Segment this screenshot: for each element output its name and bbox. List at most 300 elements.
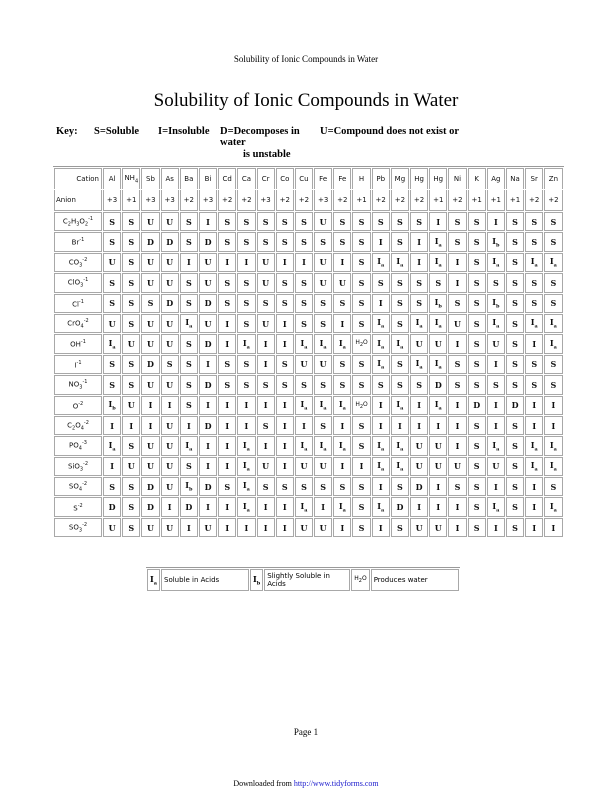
table-row (54, 375, 563, 394)
solubility-cell: S (391, 273, 409, 292)
cation-symbol: Cu (295, 168, 313, 189)
key-unstable: U=Compound does not exist or (320, 126, 459, 137)
solubility-cell: U (161, 273, 179, 292)
table-row (54, 518, 563, 537)
solubility-cell: U (410, 436, 428, 455)
solubility-cell: S (506, 212, 524, 231)
solubility-cell: S (295, 294, 313, 313)
cation-symbol: Cd (218, 168, 236, 189)
solubility-cell: D (141, 355, 159, 374)
key (56, 126, 556, 160)
solubility-cell: S (352, 477, 370, 496)
solubility-cell: $I_a$ (391, 253, 409, 272)
solubility-cell: U (199, 253, 217, 272)
solubility-cell: S (103, 212, 121, 231)
solubility-cell: $I_a$ (314, 436, 332, 455)
solubility-cell: I (199, 396, 217, 415)
table-row (54, 477, 563, 496)
solubility-cell: S (333, 232, 351, 251)
solubility-cell: U (141, 457, 159, 476)
solubility-cell: S (468, 457, 486, 476)
solubility-cell: S (487, 273, 505, 292)
solubility-cell: $I_a$ (410, 355, 428, 374)
cation-charge: +1 (468, 190, 486, 211)
solubility-cell: U (314, 253, 332, 272)
solubility-cell: D (199, 375, 217, 394)
cation-charge: +3 (103, 190, 121, 211)
solubility-cell: S (525, 273, 543, 292)
solubility-cell: U (487, 334, 505, 353)
solubility-cell: S (314, 416, 332, 435)
solubility-cell: S (544, 273, 562, 292)
solubility-cell: $I_a$ (295, 436, 313, 455)
solubility-cell: I (199, 436, 217, 455)
solubility-cell: I (448, 497, 466, 516)
solubility-cell: S (525, 232, 543, 251)
solubility-cell: U (141, 253, 159, 272)
cation-symbol: $NH_4$ (122, 168, 140, 189)
solubility-cell: I (372, 518, 390, 537)
anion-label: $C_2H_3O_2^{-1}$ (54, 212, 102, 231)
solubility-cell: D (506, 396, 524, 415)
anion-label: CrO$_4^{-2}$ (54, 314, 102, 333)
solubility-cell: U (161, 436, 179, 455)
table-row (54, 497, 563, 516)
solubility-cell: $I_a$ (487, 497, 505, 516)
cation-header-label: Cation (54, 168, 102, 189)
solubility-cell: S (544, 375, 562, 394)
solubility-cell: S (103, 355, 121, 374)
solubility-cell: S (180, 457, 198, 476)
solubility-cell: $I_a$ (372, 334, 390, 353)
legend-symbol-ib: $I_b$ (250, 569, 263, 591)
cation-symbol: K (468, 168, 486, 189)
solubility-cell: $I_a$ (410, 314, 428, 333)
solubility-cell: U (410, 457, 428, 476)
solubility-cell: S (276, 294, 294, 313)
solubility-cell: I (391, 416, 409, 435)
solubility-cell: $I_a$ (391, 334, 409, 353)
solubility-cell: S (161, 355, 179, 374)
solubility-cell: $I_a$ (333, 436, 351, 455)
solubility-cell: I (372, 416, 390, 435)
solubility-cell: U (161, 457, 179, 476)
solubility-cell: S (257, 477, 275, 496)
solubility-cell: U (333, 273, 351, 292)
solubility-cell: S (180, 212, 198, 231)
solubility-cell: $I_a$ (295, 497, 313, 516)
solubility-cell: S (506, 232, 524, 251)
solubility-cell: I (276, 497, 294, 516)
solubility-cell: D (161, 294, 179, 313)
solubility-cell: S (218, 477, 236, 496)
solubility-cell: I (487, 416, 505, 435)
cation-symbol: Sb (141, 168, 159, 189)
cation-symbol: Fe (314, 168, 332, 189)
legend-symbol-h2o: $H_2O$ (351, 569, 369, 591)
solubility-cell: I (372, 477, 390, 496)
anion-label: $OH^{-1}$ (54, 334, 102, 353)
key-insoluble: I=Insoluble (158, 126, 210, 137)
solubility-cell: $I_b$ (487, 294, 505, 313)
solubility-cell: $I_a$ (525, 436, 543, 455)
anion-label: $SO_3^{-2}$ (54, 518, 102, 537)
solubility-cell: S (372, 375, 390, 394)
solubility-cell: S (180, 294, 198, 313)
solubility-cell: S (122, 375, 140, 394)
anion-label: $CO_3^{-2}$ (54, 253, 102, 272)
key-unstable-cont: is unstable (243, 149, 291, 160)
solubility-cell: S (352, 212, 370, 231)
solubility-cell: $I_a$ (544, 253, 562, 272)
solubility-cell: S (448, 232, 466, 251)
solubility-cell: $I_a$ (333, 396, 351, 415)
solubility-cell: $I_a$ (372, 253, 390, 272)
solubility-cell: S (257, 375, 275, 394)
table-row (54, 294, 563, 313)
solubility-cell: $I_a$ (544, 334, 562, 353)
solubility-cell: I (525, 518, 543, 537)
solubility-cell: S (295, 273, 313, 292)
solubility-cell: S (237, 375, 255, 394)
solubility-cell: S (506, 273, 524, 292)
key-decomposes: D=Decomposes in water (220, 126, 300, 148)
solubility-cell: S (468, 416, 486, 435)
solubility-cell: S (391, 375, 409, 394)
solubility-cell: D (103, 497, 121, 516)
solubility-cell: I (372, 396, 390, 415)
solubility-cell: I (276, 518, 294, 537)
cation-charge: +2 (410, 190, 428, 211)
solubility-cell: I (218, 314, 236, 333)
solubility-cell: S (410, 212, 428, 231)
solubility-cell: $I_a$ (525, 314, 543, 333)
solubility-cell: I (410, 396, 428, 415)
solubility-cell: I (218, 457, 236, 476)
solubility-cell: S (352, 314, 370, 333)
cation-symbol: Ag (487, 168, 505, 189)
solubility-cell: S (544, 294, 562, 313)
solubility-cell: I (218, 416, 236, 435)
solubility-cell: U (161, 253, 179, 272)
cation-symbol: As (161, 168, 179, 189)
solubility-cell: S (237, 294, 255, 313)
solubility-cell: $I_a$ (333, 497, 351, 516)
solubility-cell: S (257, 416, 275, 435)
solubility-cell: I (257, 436, 275, 455)
solubility-cell: S (506, 294, 524, 313)
solubility-cell: S (314, 375, 332, 394)
solubility-cell: I (448, 396, 466, 415)
solubility-cell: U (141, 212, 159, 231)
solubility-cell: S (257, 294, 275, 313)
solubility-cell: U (295, 518, 313, 537)
solubility-cell: D (199, 416, 217, 435)
solubility-cell: I (544, 416, 562, 435)
solubility-cell: $I_a$ (314, 334, 332, 353)
cation-symbol: Al (103, 168, 121, 189)
cation-charge: +3 (161, 190, 179, 211)
solubility-cell: S (525, 294, 543, 313)
solubility-cell: S (237, 232, 255, 251)
cation-charge: +3 (314, 190, 332, 211)
solubility-cell: U (429, 518, 447, 537)
solubility-cell: S (544, 232, 562, 251)
solubility-cell: I (199, 497, 217, 516)
solubility-cell: $I_b$ (487, 232, 505, 251)
solubility-cell: I (276, 334, 294, 353)
solubility-cell: S (468, 477, 486, 496)
solubility-cell: S (237, 273, 255, 292)
solubility-cell: S (237, 355, 255, 374)
anion-label: $S^{-2}$ (54, 497, 102, 516)
solubility-cell: I (122, 416, 140, 435)
solubility-cell: S (276, 355, 294, 374)
anion-label: ClO$_3^{-1}$ (54, 273, 102, 292)
solubility-cell: S (352, 416, 370, 435)
solubility-cell: S (103, 375, 121, 394)
solubility-cell: S (391, 212, 409, 231)
cation-charge: +2 (525, 190, 543, 211)
solubility-cell: U (448, 314, 466, 333)
solubility-cell: U (161, 314, 179, 333)
solubility-cell: I (352, 457, 370, 476)
solubility-cell: U (257, 273, 275, 292)
cation-symbol: Fe (333, 168, 351, 189)
solubility-cell: I (448, 416, 466, 435)
solubility-cell: S (525, 355, 543, 374)
solubility-cell: S (295, 375, 313, 394)
solubility-cell: I (295, 253, 313, 272)
solubility-cell: $I_a$ (372, 457, 390, 476)
solubility-cell: S (506, 457, 524, 476)
solubility-cell: S (218, 375, 236, 394)
solubility-cell: S (468, 253, 486, 272)
solubility-cell: D (199, 477, 217, 496)
solubility-cell: I (525, 416, 543, 435)
solubility-cell: S (506, 314, 524, 333)
solubility-cell: S (525, 375, 543, 394)
solubility-cell: S (352, 518, 370, 537)
solubility-cell: U (161, 416, 179, 435)
anion-label: $SO_4^{-2}$ (54, 477, 102, 496)
anion-label: SiO$_3^{-2}$ (54, 457, 102, 476)
cation-symbol: Pb (372, 168, 390, 189)
solubility-cell: U (487, 457, 505, 476)
footer-link[interactable]: http://www.tidyforms.com (293, 779, 379, 788)
solubility-cell: U (314, 273, 332, 292)
solubility-cell: S (333, 355, 351, 374)
solubility-cell: S (468, 314, 486, 333)
solubility-cell: S (468, 375, 486, 394)
solubility-cell: U (141, 334, 159, 353)
cation-symbol: Mg (391, 168, 409, 189)
cation-symbol: Sr (525, 168, 543, 189)
solubility-cell: U (448, 457, 466, 476)
solubility-cell: I (276, 436, 294, 455)
solubility-cell: S (391, 314, 409, 333)
solubility-cell: S (468, 518, 486, 537)
solubility-cell: S (506, 518, 524, 537)
solubility-cell: S (122, 294, 140, 313)
solubility-cell: $I_b$ (103, 396, 121, 415)
solubility-cell: I (276, 457, 294, 476)
solubility-cell: S (506, 436, 524, 455)
table-row (54, 355, 563, 374)
solubility-cell: S (295, 212, 313, 231)
cation-charge: +1 (429, 190, 447, 211)
solubility-cell: S (276, 232, 294, 251)
solubility-cell: S (276, 273, 294, 292)
solubility-cell: $I_a$ (544, 314, 562, 333)
solubility-cell: U (429, 457, 447, 476)
table-row (54, 396, 563, 415)
solubility-cell: S (314, 477, 332, 496)
cation-charge: +2 (544, 190, 562, 211)
cation-charge: +2 (295, 190, 313, 211)
solubility-cell: I (333, 457, 351, 476)
solubility-cell: S (180, 375, 198, 394)
solubility-cell: S (468, 497, 486, 516)
solubility-cell: $I_a$ (429, 396, 447, 415)
solubility-cell: $I_a$ (544, 497, 562, 516)
solubility-cell: I (333, 253, 351, 272)
cation-charge: +2 (391, 190, 409, 211)
cation-charge: +2 (237, 190, 255, 211)
solubility-cell: S (468, 355, 486, 374)
footer (0, 779, 612, 788)
solubility-cell: S (103, 273, 121, 292)
solubility-cell: $I_a$ (180, 436, 198, 455)
cation-charge: +2 (448, 190, 466, 211)
page-number: Page 1 (293, 727, 319, 737)
solubility-cell: I (333, 518, 351, 537)
cation-charge: +1 (506, 190, 524, 211)
solubility-cell: S (391, 294, 409, 313)
cation-charge: +2 (333, 190, 351, 211)
table-row (54, 314, 563, 333)
solubility-cell: I (103, 457, 121, 476)
solubility-cell: U (314, 518, 332, 537)
solubility-cell: D (161, 232, 179, 251)
solubility-cell: S (122, 273, 140, 292)
solubility-cell: S (333, 294, 351, 313)
solubility-cell: I (295, 416, 313, 435)
solubility-cell: S (276, 212, 294, 231)
solubility-cell: $I_a$ (295, 396, 313, 415)
solubility-cell: U (103, 518, 121, 537)
solubility-cell: $I_a$ (372, 314, 390, 333)
solubility-cell: S (237, 212, 255, 231)
solubility-cell: I (410, 232, 428, 251)
solubility-cell: S (468, 212, 486, 231)
solubility-cell: S (122, 518, 140, 537)
solubility-cell: U (161, 477, 179, 496)
solubility-cell: U (122, 396, 140, 415)
solubility-cell: U (314, 457, 332, 476)
solubility-cell: I (448, 253, 466, 272)
solubility-cell: $I_a$ (237, 457, 255, 476)
cation-symbol: Hg (410, 168, 428, 189)
cation-charge: +1 (122, 190, 140, 211)
cation-symbol: Ba (180, 168, 198, 189)
solubility-cell: I (218, 518, 236, 537)
solubility-cell: S (372, 212, 390, 231)
solubility-cell: I (314, 497, 332, 516)
solubility-cell: $I_a$ (544, 436, 562, 455)
solubility-cell: $I_a$ (391, 457, 409, 476)
table-row (54, 416, 563, 435)
page-title: Solubility of Ionic Compounds in Water (153, 90, 459, 111)
solubility-cell: I (257, 334, 275, 353)
solubility-cell: S (506, 477, 524, 496)
solubility-cell: S (180, 273, 198, 292)
cation-charge: +2 (218, 190, 236, 211)
cation-charge: +1 (352, 190, 370, 211)
solubility-cell: $I_a$ (103, 334, 121, 353)
key-soluble: S=Soluble (94, 126, 140, 137)
solubility-cell: S (122, 212, 140, 231)
solubility-cell: S (506, 497, 524, 516)
solubility-cell: I (429, 212, 447, 231)
solubility-cell: $I_a$ (391, 396, 409, 415)
solubility-cell: S (544, 477, 562, 496)
solubility-cell: S (410, 294, 428, 313)
solubility-cell: I (218, 396, 236, 415)
solubility-cell: I (448, 334, 466, 353)
solubility-cell: S (122, 436, 140, 455)
legend-desc-ib: Slightly Soluble in Acids (264, 569, 350, 591)
solubility-cell: $I_b$ (429, 294, 447, 313)
solubility-cell: D (141, 497, 159, 516)
solubility-cell: S (506, 416, 524, 435)
solubility-cell: I (141, 416, 159, 435)
solubility-cell: $I_a$ (544, 457, 562, 476)
solubility-cell: I (180, 253, 198, 272)
cation-symbol: Co (276, 168, 294, 189)
solubility-cell: S (237, 314, 255, 333)
solubility-cell: S (141, 294, 159, 313)
solubility-cell: S (352, 497, 370, 516)
solubility-cell: S (448, 477, 466, 496)
solubility-cell: I (487, 518, 505, 537)
solubility-cell: D (199, 232, 217, 251)
solubility-cell: U (295, 457, 313, 476)
solubility-cell: $I_a$ (372, 436, 390, 455)
solubility-cell: I (333, 314, 351, 333)
cation-charge: +3 (199, 190, 217, 211)
solubility-cell: $I_a$ (237, 477, 255, 496)
solubility-cell: U (103, 253, 121, 272)
solubility-cell: S (295, 232, 313, 251)
solubility-cell: I (199, 355, 217, 374)
solubility-cell: S (122, 314, 140, 333)
solubility-cell: S (410, 375, 428, 394)
solubility-cell: S (103, 477, 121, 496)
solubility-cell: U (257, 253, 275, 272)
solubility-cell: U (199, 518, 217, 537)
solubility-cell: I (448, 518, 466, 537)
solubility-cell: $I_a$ (237, 334, 255, 353)
solubility-cell: I (429, 416, 447, 435)
solubility-cell: U (122, 334, 140, 353)
cation-symbol: Na (506, 168, 524, 189)
solubility-cell: U (161, 334, 179, 353)
solubility-cell: U (314, 212, 332, 231)
solubility-cell: $I_a$ (525, 457, 543, 476)
solubility-cell: S (333, 477, 351, 496)
solubility-cell: $I_a$ (237, 497, 255, 516)
